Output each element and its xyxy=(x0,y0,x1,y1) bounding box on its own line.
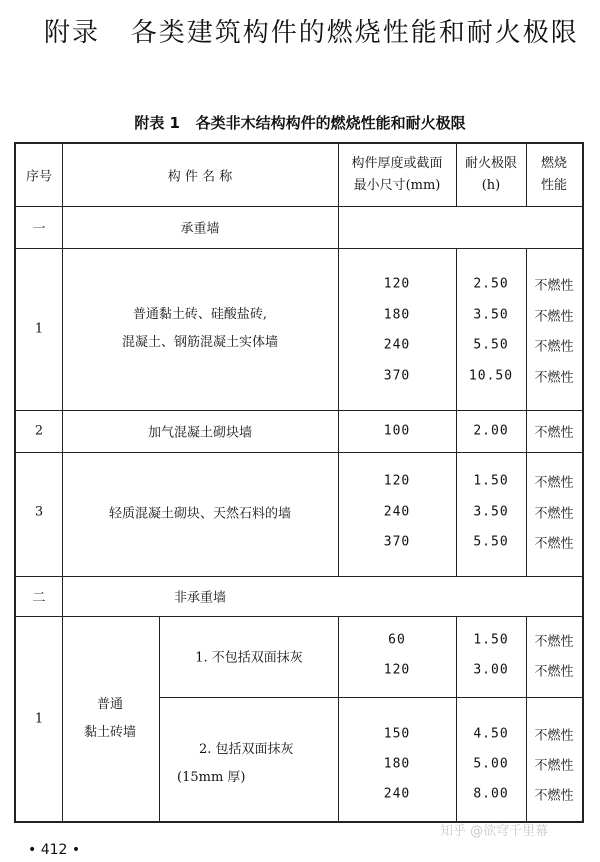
header-seq: 序号 xyxy=(25,169,53,185)
row4-sub1-name: 1. 不包括双面抹灰 xyxy=(195,650,303,666)
row3-comb-3: 不燃性 xyxy=(534,536,574,552)
row3-fire-3: 5.50 xyxy=(473,534,509,550)
header-fire-line2: (h) xyxy=(481,178,501,193)
row4-sub2-fire-1: 4.50 xyxy=(473,726,509,742)
row1-comb-1: 不燃性 xyxy=(534,278,574,294)
rule-name-right-top xyxy=(338,144,339,248)
header-combustibility xyxy=(541,153,567,197)
row4-sub2-name xyxy=(177,736,294,792)
header-size-line1: 构件厚度或截面 xyxy=(351,156,443,171)
header-comb-line1: 燃烧 xyxy=(540,156,568,171)
row4-sub2-name-line2: (15mm 厚) xyxy=(177,770,246,785)
row1-size-2: 180 xyxy=(383,307,411,323)
row2-fire-1: 2.00 xyxy=(473,423,509,439)
row3-name: 轻质混凝土砌块、天然石料的墙 xyxy=(108,506,292,522)
header-fire xyxy=(465,153,517,197)
row2-name: 加气混凝土砌块墙 xyxy=(147,425,253,441)
row3-size-3: 370 xyxy=(383,534,411,550)
row4-seq: 1 xyxy=(34,711,44,727)
fire-resistance-table xyxy=(14,142,584,823)
rule-section2-bottom xyxy=(16,616,582,617)
row1-size-4: 370 xyxy=(383,368,411,384)
row4-sub1-size-1: 60 xyxy=(388,632,406,648)
rule-fire-right-a xyxy=(526,144,527,206)
row4-sub1-fire-2: 3.00 xyxy=(473,662,509,678)
table-caption: 附表 1 各类非木结构构件的燃烧性能和耐火极限 xyxy=(134,114,466,132)
row2-comb-1: 不燃性 xyxy=(534,425,574,441)
rule-sub1-bottom xyxy=(159,697,582,698)
row1-name-line2: 混凝土、钢筋混凝土实体墙 xyxy=(121,335,279,350)
header-name: 构 件 名 称 xyxy=(167,169,233,185)
rule-row1-bottom xyxy=(16,410,582,411)
row1-fire-4: 10.50 xyxy=(468,368,514,384)
row3-size-1: 120 xyxy=(383,473,411,489)
row2-size-1: 100 xyxy=(383,423,411,439)
rule-fire-right-c xyxy=(526,616,527,821)
header-comb-line2: 性能 xyxy=(540,178,568,193)
row4-sub1-size-2: 120 xyxy=(383,662,411,678)
row1-name xyxy=(122,301,278,357)
section2-name: 非承重墙 xyxy=(173,590,227,606)
row4-name xyxy=(84,691,136,747)
rule-header-bottom xyxy=(16,206,582,207)
rule-name-right-bottom xyxy=(338,616,339,821)
row4-sub2-fire-2: 5.00 xyxy=(473,756,509,772)
row1-fire-1: 2.50 xyxy=(473,276,509,292)
rule-row2-bottom xyxy=(16,452,582,453)
section1-name: 承重墙 xyxy=(180,221,220,237)
row3-fire-2: 3.50 xyxy=(473,504,509,520)
rule-size-right-a xyxy=(456,144,457,206)
rule-row3-bottom xyxy=(16,576,582,577)
row3-fire-1: 1.50 xyxy=(473,473,509,489)
header-fire-line1: 耐火极限 xyxy=(464,156,518,171)
row4-sub2-comb-3: 不燃性 xyxy=(534,788,574,804)
rule-size-right-b xyxy=(456,248,457,576)
row2-seq: 2 xyxy=(34,423,44,439)
row4-sub2-size-3: 240 xyxy=(383,786,411,802)
row3-comb-2: 不燃性 xyxy=(534,506,574,522)
rule-size-right-c xyxy=(456,616,457,821)
row1-fire-2: 3.50 xyxy=(473,307,509,323)
row3-seq: 3 xyxy=(34,504,44,520)
row4-sub1-comb-1: 不燃性 xyxy=(534,634,574,650)
row1-size-1: 120 xyxy=(383,276,411,292)
row4-sub1-comb-2: 不燃性 xyxy=(534,664,574,680)
row4-sub2-size-2: 180 xyxy=(383,756,411,772)
row1-comb-4: 不燃性 xyxy=(534,370,574,386)
header-size-line2: 最小尺寸(mm) xyxy=(353,178,441,193)
row4-sub2-size-1: 150 xyxy=(383,726,411,742)
rule-fire-right-b xyxy=(526,248,527,576)
row1-comb-2: 不燃性 xyxy=(534,309,574,325)
row4-sub2-comb-2: 不燃性 xyxy=(534,758,574,774)
row4-name-line2: 黏土砖墙 xyxy=(83,725,137,740)
row1-fire-3: 5.50 xyxy=(473,337,509,353)
section1-seq: 一 xyxy=(32,221,46,237)
watermark: 知乎 @欲穹千里幕 xyxy=(440,824,549,839)
row1-size-3: 240 xyxy=(383,337,411,353)
rule-subname-left xyxy=(159,616,160,821)
row3-size-2: 240 xyxy=(383,504,411,520)
row4-sub1-fire-1: 1.50 xyxy=(473,632,509,648)
rule-name-right-mid xyxy=(338,248,339,576)
row4-sub2-name-line1: 2. 包括双面抹灰 xyxy=(199,742,294,757)
header-size xyxy=(351,153,442,197)
page-title: 附录 各类建筑构件的燃烧性能和耐火极限 xyxy=(44,18,579,48)
row4-name-line1: 普通 xyxy=(96,697,124,712)
section2-seq: 二 xyxy=(32,590,46,606)
page-number: • 412 • xyxy=(28,842,81,858)
rule-section1-bottom xyxy=(16,248,582,249)
row1-seq: 1 xyxy=(34,321,44,337)
rule-seq-right xyxy=(62,144,63,821)
row3-comb-1: 不燃性 xyxy=(534,475,574,491)
row1-name-line1: 普通黏土砖、硅酸盐砖, xyxy=(132,307,268,322)
row1-comb-3: 不燃性 xyxy=(534,339,574,355)
row4-sub2-fire-3: 8.00 xyxy=(473,786,509,802)
row4-sub2-comb-1: 不燃性 xyxy=(534,728,574,744)
